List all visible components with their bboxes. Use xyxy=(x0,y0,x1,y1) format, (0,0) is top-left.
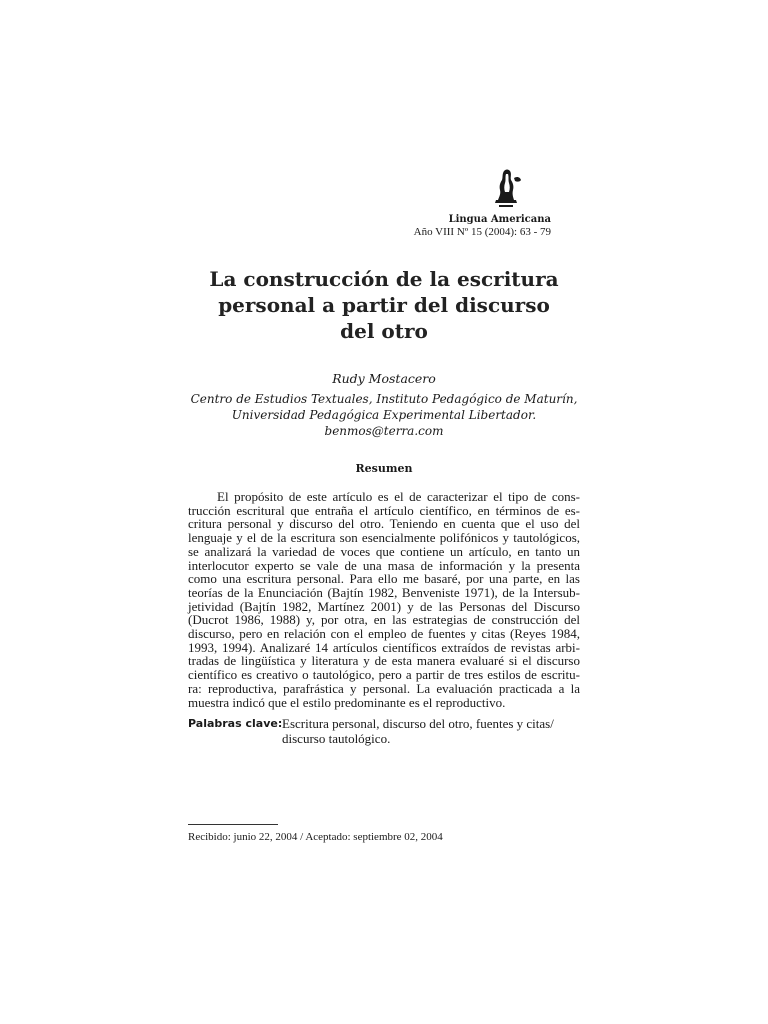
title-line: personal a partir del discurso xyxy=(218,293,550,317)
abstract-line: critura personal y discurso del otro. Teniendo en cuenta que el uso del xyxy=(188,516,580,532)
abstract-line: se analizará la variedad de voces que contiene un artículo, en tanto un xyxy=(188,543,580,559)
received-accepted-dates: Recibido: junio 22, 2004 / Aceptado: septiembre 02, 2004 xyxy=(188,831,443,843)
abstract-line: ra: reproductiva, parafrástica y personal. La evaluación practicada a la xyxy=(188,680,580,696)
affiliation-line: Universidad Pedagógica Experimental Libertador. xyxy=(231,408,537,422)
abstract-body xyxy=(188,490,580,709)
keywords-label: Palabras clave: xyxy=(188,717,283,730)
title-line: del otro xyxy=(340,319,428,343)
author-affiliation xyxy=(188,391,580,439)
abstract-line: tradas de lingüística y literatura y de esta manera evaluaré si el discurso xyxy=(188,653,580,669)
abstract-line: interlocutor experto se vale de una masa de información y la presenta xyxy=(188,557,580,573)
keywords-text xyxy=(282,716,580,746)
abstract-line: discurso, pero en relación con el empleo de fuentes y citas (Reyes 1984, xyxy=(188,626,580,642)
journal-info xyxy=(414,213,551,239)
article-author: Rudy Mostacero xyxy=(332,371,436,386)
abstract-line: lenguaje y el de la escritura son esencialmente polifónicos y tautológicos, xyxy=(188,530,580,546)
journal-issue: Año VIII Nº 15 (2004): 63 - 79 xyxy=(413,226,551,238)
keywords-line: discurso tautológico. xyxy=(282,731,391,746)
footnote-divider xyxy=(188,824,278,825)
abstract-line: 1993, 1994). Analizaré 14 artículos científicos extraídos de revistas arbi- xyxy=(188,639,580,655)
title-line: La construcción de la escritura xyxy=(209,267,559,291)
journal-name: Lingua Americana xyxy=(448,214,551,225)
keywords-line: Escritura personal, discurso del otro, fuentes y citas/ xyxy=(282,716,554,731)
journal-logo xyxy=(490,168,526,212)
affiliation-line: Centro de Estudios Textuales, Instituto Pedagógico de Maturín, xyxy=(190,392,578,406)
article-title xyxy=(188,266,580,344)
abstract-line: trucción escritural que entraña el artículo científico, en términos de es- xyxy=(188,502,580,518)
abstract-line: jetividad (Bajtín 1982, Martínez 2001) y de las Personas del Discurso xyxy=(188,598,580,614)
abstract-line: El propósito de este artículo es el de caracterizar el tipo de cons- xyxy=(217,489,580,504)
abstract-line: como una escritura personal. Para ello me basaré, por una parte, en las xyxy=(188,571,580,587)
abstract-line: (Ducrot 1986, 1988) y, por otra, en las estrategias de construcción del xyxy=(188,612,580,628)
abstract-line: científico es creativo o tautológico, pero a partir de tres estilos de escritu- xyxy=(188,667,580,683)
abstract-line: muestra indicó que el estilo predominante es el reproductivo. xyxy=(188,694,506,710)
abstract-line: teorías de la Enunciación (Bajtín 1982, Benveniste 1971), de la Intersub- xyxy=(188,584,580,600)
author-email: benmos@terra.com xyxy=(324,424,444,438)
abstract-heading: Resumen xyxy=(355,462,413,475)
